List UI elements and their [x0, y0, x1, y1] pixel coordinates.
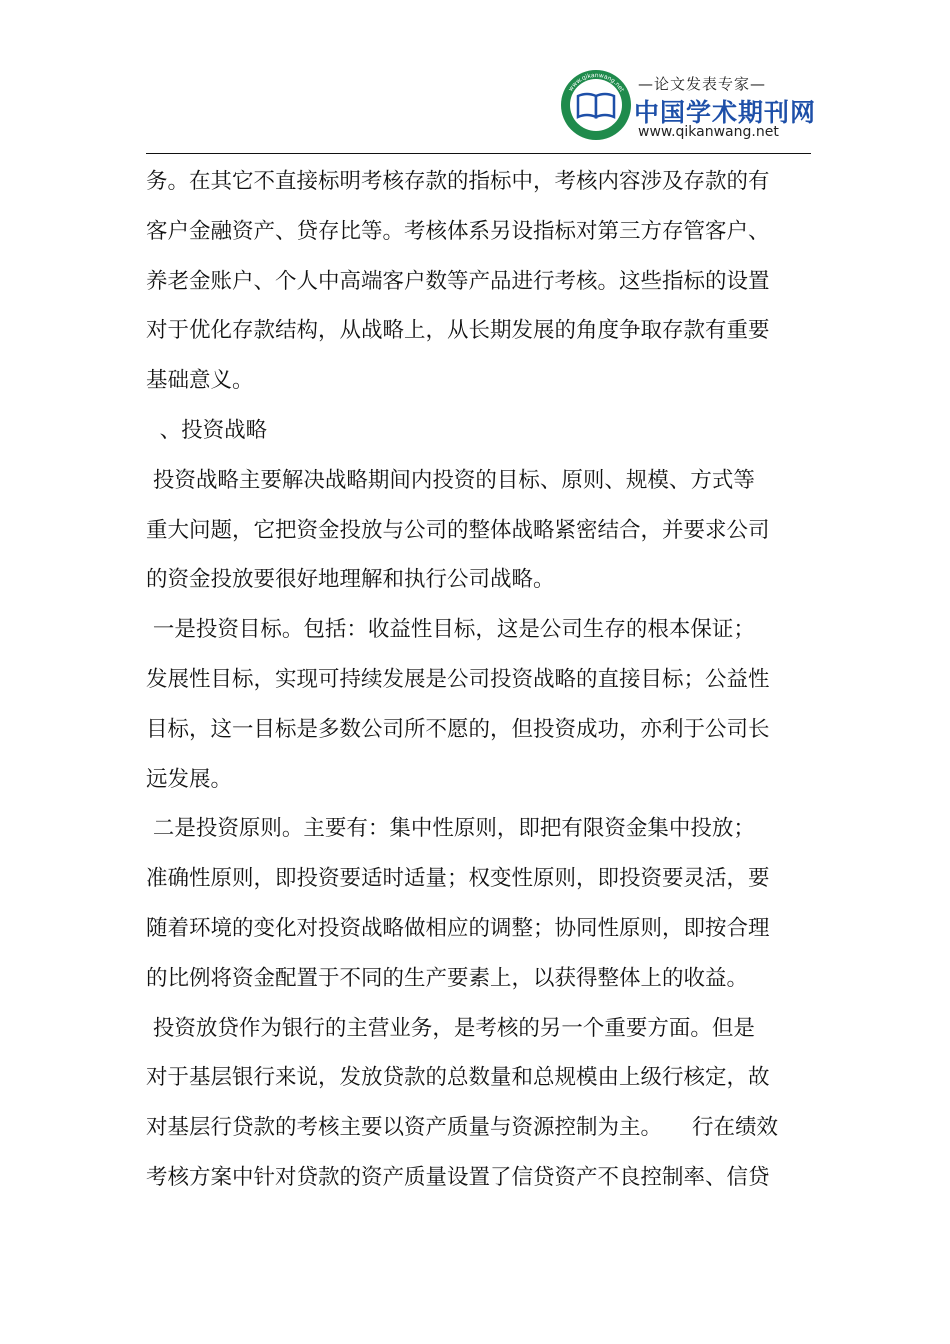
text-line: 的比例将资金配置于不同的生产要素上，以获得整体上的收益。: [146, 965, 749, 991]
text-line: 重大问题，它把资金投放与公司的整体战略紧密结合，并要求公司: [146, 517, 770, 543]
text-line: 客户金融资产、贷存比等。考核体系另设指标对第三方存管客户、: [146, 218, 770, 244]
text-line: 准确性原则，即投资要适时适量；权变性原则，即投资要灵活，要: [146, 866, 770, 892]
text-line: 一是投资目标。包括：收益性目标，这是公司生存的根本保证；: [146, 617, 755, 643]
text-line: 基础意义。: [146, 368, 254, 394]
logo-website: www.qikanwang.net: [638, 124, 779, 140]
text-line: 的资金投放要很好地理解和执行公司战略。: [146, 567, 555, 593]
text-line: 考核方案中针对贷款的资产质量设置了信贷资产不良控制率、信贷: [146, 1164, 770, 1190]
text-line: 养老金账户、个人中高端客户数等产品进行考核。这些指标的设置: [146, 268, 770, 294]
text-line: 随着环境的变化对投资战略做相应的调整；协同性原则，即按合理: [146, 915, 770, 941]
text-line: 对于基层银行来说，发放贷款的总数量和总规模由上级行核定，故: [146, 1065, 770, 1091]
text-line: 目标，这一目标是多数公司所不愿的，但投资成功，亦利于公司长: [146, 716, 770, 742]
page-header: [0, 0, 950, 160]
logo-brand-name: 中国学术期刊网: [634, 98, 817, 127]
text-line: 投资放贷作为银行的主营业务，是考核的另一个重要方面。但是: [146, 1015, 755, 1041]
logo-slogan: —论文发表专家—: [638, 75, 767, 93]
section-heading: 、投资战略: [146, 417, 268, 443]
logo-emblem: [561, 70, 631, 140]
text-line: 投资战略主要解决战略期间内投资的目标、原则、规模、方式等: [146, 467, 755, 493]
text-line: [146, 1103, 796, 1153]
text-line: 对于优化存款结构，从战略上，从长期发展的角度争取存款有重要: [146, 318, 770, 344]
text-segment: 对基层行贷款的考核主要以资产质量与资源控制为主。: [146, 1115, 663, 1141]
document-body: [146, 157, 796, 1203]
svg-text:www.qikanwang.net: www.qikanwang.net: [567, 71, 626, 94]
text-segment: 行在绩效: [692, 1115, 779, 1141]
text-line: 发展性目标，实现可持续发展是公司投资战略的直接目标；公益性: [146, 666, 770, 692]
text-line: 远发展。: [146, 766, 233, 792]
book-icon: [575, 90, 617, 120]
text-line: 务。在其它不直接标明考核存款的指标中，考核内容涉及存款的有: [146, 169, 770, 194]
text-line: 二是投资原则。主要有：集中性原则，即把有限资金集中投放；: [146, 816, 755, 842]
header-divider: [146, 153, 811, 154]
